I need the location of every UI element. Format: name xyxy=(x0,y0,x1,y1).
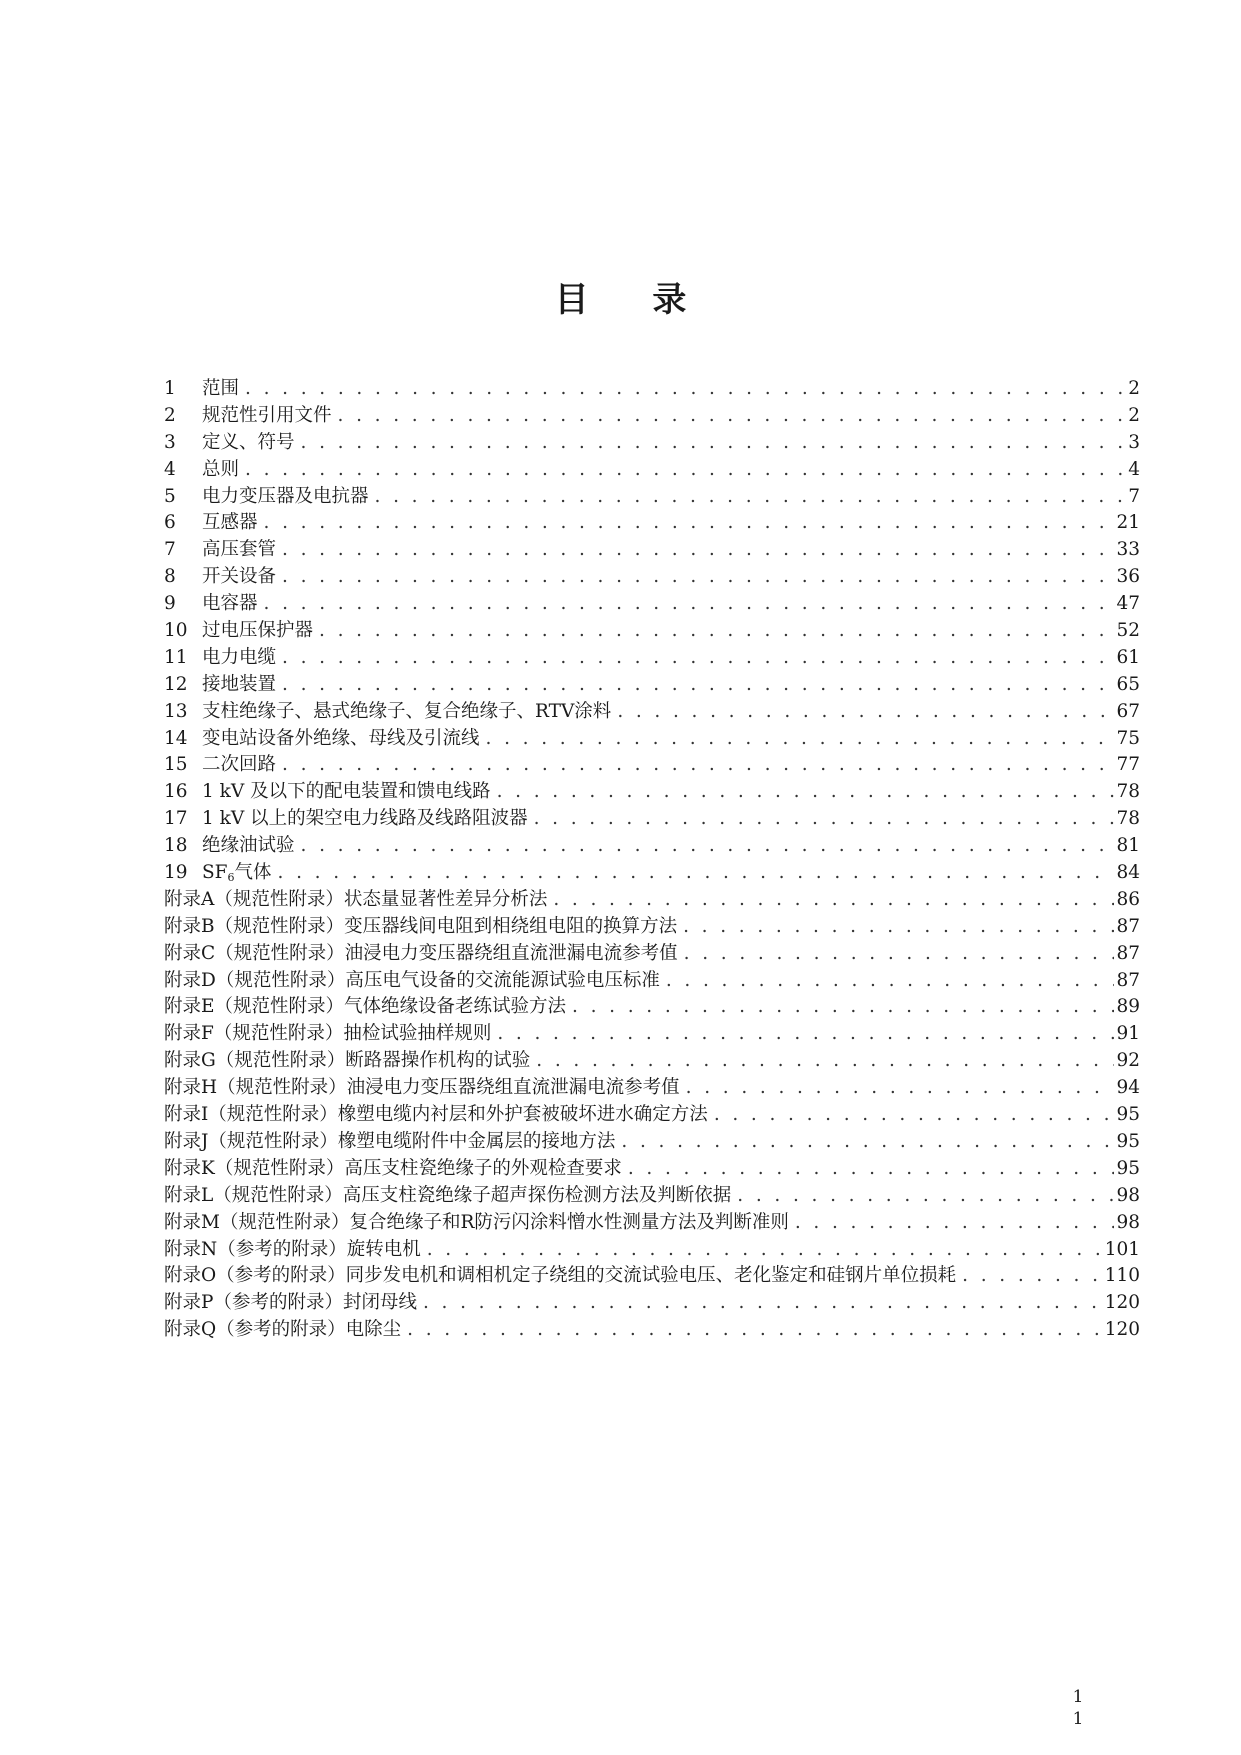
toc-entry-number: 15 xyxy=(164,754,188,776)
toc-entry-title: 范围 xyxy=(202,378,240,399)
toc-entry-title: 附录B（规范性附录）变压器线间电阻到相绕组电阻的换算方法 xyxy=(164,915,678,937)
toc-entry[interactable] xyxy=(164,484,1140,511)
toc-entry[interactable] xyxy=(164,591,1140,618)
toc-entry-page: 78 xyxy=(1116,808,1140,830)
toc-entry-page: 98 xyxy=(1116,1211,1140,1233)
toc-entry[interactable] xyxy=(164,430,1140,457)
toc-entry-title: 电力电缆 xyxy=(202,646,277,668)
toc-entry-title: 二次回路 xyxy=(202,754,277,776)
toc-entry-title: 附录Q（参考的附录）电除尘 xyxy=(164,1319,402,1341)
toc-dot-leader xyxy=(628,1156,1115,1183)
toc-entry-title: 附录P（参考的附录）封闭母线 xyxy=(164,1292,417,1314)
toc-entry-page: 2 xyxy=(1128,404,1140,426)
toc-entry-number: 13 xyxy=(164,700,188,722)
toc-entry-number: 9 xyxy=(164,593,176,615)
toc-entry[interactable] xyxy=(164,941,1140,968)
toc-dot-leader xyxy=(301,833,1115,860)
toc-entry-title: 附录I（规范性附录）橡塑电缆内衬层和外护套被破坏进水确定方法 xyxy=(164,1104,708,1126)
toc-entry-page: 91 xyxy=(1116,1023,1140,1045)
toc-entry-page: 84 xyxy=(1116,862,1140,884)
toc-entry[interactable] xyxy=(164,806,1140,833)
toc-dot-leader xyxy=(301,430,1127,457)
toc-entry-page: 95 xyxy=(1116,1157,1140,1179)
toc-entry-title: 规范性引用文件 xyxy=(202,404,332,426)
toc-entry-page: 92 xyxy=(1116,1050,1140,1072)
page-number-line-1: 1 xyxy=(1072,1687,1084,1707)
toc-dot-leader xyxy=(264,510,1115,537)
toc-entry[interactable] xyxy=(164,752,1140,779)
toc-entry-number: 8 xyxy=(164,566,176,588)
toc-entry-title: 附录L（规范性附录）高压支柱瓷绝缘子超声探伤检测方法及判断依据 xyxy=(164,1184,732,1206)
toc-entry-number: 19 xyxy=(164,862,188,884)
toc-entry[interactable] xyxy=(164,1102,1140,1129)
toc-entry[interactable] xyxy=(164,1237,1140,1264)
toc-entry-page: 101 xyxy=(1104,1238,1140,1260)
toc-dot-leader xyxy=(282,537,1114,564)
toc-dot-leader xyxy=(319,618,1114,645)
toc-entry[interactable] xyxy=(164,860,1140,887)
toc-entry[interactable] xyxy=(164,1048,1140,1075)
toc-dot-leader xyxy=(282,752,1114,779)
toc-entry-page: 4 xyxy=(1128,458,1140,480)
toc-entry[interactable] xyxy=(164,1129,1140,1156)
toc-entry-title: 总则 xyxy=(202,458,240,480)
toc-entry-title: 变电站设备外绝缘、母线及引流线 xyxy=(202,727,480,749)
toc-entry-page: 87 xyxy=(1116,942,1140,964)
toc-dot-leader xyxy=(423,1290,1103,1317)
toc-dot-leader xyxy=(407,1317,1103,1344)
toc-entry[interactable] xyxy=(164,726,1140,753)
toc-dot-leader xyxy=(338,403,1127,430)
toc-dot-leader xyxy=(536,1048,1114,1075)
toc-entry[interactable] xyxy=(164,994,1140,1021)
toc-entry-number: 14 xyxy=(164,727,188,749)
toc-entry-title: 附录G（规范性附录）断路器操作机构的试验 xyxy=(164,1050,531,1072)
toc-entry-page: 95 xyxy=(1116,1104,1140,1126)
table-of-contents xyxy=(164,376,1140,1344)
toc-entry-page: 110 xyxy=(1104,1265,1140,1287)
toc-entry-title: 附录J（规范性附录）橡塑电缆附件中金属层的接地方法 xyxy=(164,1130,616,1152)
toc-entry-page: 65 xyxy=(1116,673,1140,695)
toc-dot-leader xyxy=(278,860,1115,887)
toc-entry-page: 95 xyxy=(1116,1130,1140,1152)
toc-entry-page: 81 xyxy=(1116,835,1140,857)
toc-entry-title: 附录M（规范性附录）复合绝缘子和R防污闪涂料憎水性测量方法及判断准则 xyxy=(164,1211,789,1233)
toc-entry-page: 52 xyxy=(1116,620,1140,642)
toc-entry[interactable] xyxy=(164,1156,1140,1183)
toc-entry-page: 61 xyxy=(1116,646,1140,668)
toc-entry-title: 定义、符号 xyxy=(202,431,295,453)
toc-entry-title: 过电压保护器 xyxy=(202,620,314,642)
toc-entry[interactable] xyxy=(164,833,1140,860)
toc-entry[interactable] xyxy=(164,1075,1140,1102)
toc-entry-title: 接地装置 xyxy=(202,673,277,695)
toc-dot-leader xyxy=(497,779,1115,806)
toc-entry-title: 电力变压器及电抗器 xyxy=(202,485,369,507)
toc-entry-title-prefix: SF xyxy=(202,862,228,884)
toc-entry-title: 电容器 xyxy=(202,593,258,615)
toc-entry[interactable] xyxy=(164,645,1140,672)
toc-entry-page: 89 xyxy=(1116,996,1140,1018)
toc-entry-page: 77 xyxy=(1116,754,1140,776)
toc-dot-leader xyxy=(282,645,1114,672)
toc-entry-page: 67 xyxy=(1116,700,1140,722)
toc-entry-page: 120 xyxy=(1104,1292,1140,1314)
toc-entry[interactable] xyxy=(164,1210,1140,1237)
toc-entry-title: 附录N（参考的附录）旋转电机 xyxy=(164,1238,421,1260)
toc-entry-page: 3 xyxy=(1128,431,1140,453)
toc-dot-leader xyxy=(666,968,1115,995)
toc-entry-page: 75 xyxy=(1116,727,1140,749)
toc-dot-leader xyxy=(282,564,1114,591)
toc-entry-number: 16 xyxy=(164,781,188,803)
toc-entry[interactable] xyxy=(164,968,1140,995)
toc-entry[interactable] xyxy=(164,887,1140,914)
toc-entry-title-subscript: 6 xyxy=(227,871,235,885)
toc-entry-page: 47 xyxy=(1116,593,1140,615)
toc-dot-leader xyxy=(264,591,1115,618)
toc-entry-number: 5 xyxy=(164,485,176,507)
toc-entry-title: 附录O（参考的附录）同步发电机和调相机定子绕组的交流试验电压、老化鉴定和硅钢片单位损耗 xyxy=(164,1265,957,1287)
toc-entry-number: 10 xyxy=(164,620,188,642)
toc-dot-leader xyxy=(617,699,1114,726)
toc-dot-leader xyxy=(737,1183,1114,1210)
toc-dot-leader xyxy=(375,484,1127,511)
page-number-line-2: 1 xyxy=(1072,1709,1084,1729)
toc-entry[interactable] xyxy=(164,537,1140,564)
toc-entry-title: 附录E（规范性附录）气体绝缘设备老练试验方法 xyxy=(164,996,567,1018)
toc-entry-title: 附录C（规范性附录）油浸电力变压器绕组直流泄漏电流参考值 xyxy=(164,942,678,964)
toc-dot-leader xyxy=(683,914,1114,941)
toc-entry-number: 3 xyxy=(164,431,176,453)
toc-entry-page: 86 xyxy=(1116,888,1140,910)
toc-entry-number: 1 xyxy=(164,378,176,399)
toc-entry-number: 12 xyxy=(164,673,188,695)
toc-entry[interactable] xyxy=(164,403,1140,430)
toc-entry[interactable] xyxy=(164,672,1140,699)
toc-entry-number: 18 xyxy=(164,835,188,857)
toc-entry[interactable] xyxy=(164,699,1140,726)
toc-entry[interactable] xyxy=(164,914,1140,941)
toc-entry-title: 互感器 xyxy=(202,512,258,534)
toc-dot-leader xyxy=(962,1263,1103,1290)
toc-entry-page: 7 xyxy=(1128,485,1140,507)
toc-entry[interactable] xyxy=(164,1183,1140,1210)
toc-entry[interactable] xyxy=(164,1290,1140,1317)
toc-dot-leader xyxy=(497,1021,1114,1048)
toc-entry-title: 开关设备 xyxy=(202,566,277,588)
toc-title: 目 录 xyxy=(554,280,713,320)
toc-entry-page: 87 xyxy=(1116,969,1140,991)
toc-entry-title: 绝缘油试验 xyxy=(202,835,295,857)
toc-entry[interactable] xyxy=(164,1317,1140,1344)
toc-dot-leader xyxy=(553,887,1114,914)
toc-entry-page: 2 xyxy=(1128,378,1140,399)
page-number xyxy=(1068,1686,1088,1730)
toc-entry[interactable] xyxy=(164,510,1140,537)
toc-entry-page: 21 xyxy=(1116,512,1140,534)
toc-entry-title: 附录K（规范性附录）高压支柱瓷绝缘子的外观检查要求 xyxy=(164,1157,622,1179)
toc-entry-page: 98 xyxy=(1116,1184,1140,1206)
toc-entry-title-suffix: 气体 xyxy=(234,862,272,884)
toc-dot-leader xyxy=(245,376,1126,403)
toc-entry[interactable] xyxy=(164,779,1140,806)
toc-entry-page: 87 xyxy=(1116,915,1140,937)
toc-entry-title: 支柱绝缘子、悬式绝缘子、复合绝缘子、RTV涂料 xyxy=(202,700,612,722)
toc-dot-leader xyxy=(572,994,1114,1021)
toc-dot-leader xyxy=(686,1075,1115,1102)
toc-entry[interactable] xyxy=(164,564,1140,591)
toc-entry-page: 120 xyxy=(1104,1319,1140,1341)
toc-entry-page: 78 xyxy=(1116,781,1140,803)
toc-dot-leader xyxy=(714,1102,1115,1129)
toc-dot-leader xyxy=(534,806,1115,833)
toc-entry[interactable] xyxy=(164,618,1140,645)
toc-dot-leader xyxy=(621,1129,1114,1156)
toc-dot-leader xyxy=(486,726,1115,753)
toc-entry-page: 36 xyxy=(1116,566,1140,588)
toc-entry-page: 33 xyxy=(1116,539,1140,561)
toc-entry-number: 4 xyxy=(164,458,176,480)
toc-entry-title: 附录A（规范性附录）状态量显著性差异分析法 xyxy=(164,888,548,910)
toc-entry-number: 11 xyxy=(164,646,188,668)
toc-entry[interactable] xyxy=(164,457,1140,484)
toc-dot-leader xyxy=(684,941,1115,968)
toc-entry[interactable] xyxy=(164,1021,1140,1048)
toc-entry-number: 17 xyxy=(164,808,188,830)
toc-entry-title xyxy=(202,860,278,887)
toc-entry-title: 1 kV 以上的架空电力线路及线路阻波器 xyxy=(202,808,528,830)
toc-entry-number: 7 xyxy=(164,539,176,561)
toc-entry-title: 高压套管 xyxy=(202,539,277,561)
toc-entry-number: 6 xyxy=(164,512,176,534)
toc-entry-page: 94 xyxy=(1116,1077,1140,1099)
toc-entry-title: 附录H（规范性附录）油浸电力变压器绕组直流泄漏电流参考值 xyxy=(164,1077,680,1099)
toc-dot-leader xyxy=(245,457,1126,484)
toc-entry-number: 2 xyxy=(164,404,176,426)
toc-entry[interactable] xyxy=(164,376,1140,403)
toc-dot-leader xyxy=(427,1237,1103,1264)
toc-entry-title: 1 kV 及以下的配电装置和馈电线路 xyxy=(202,781,491,803)
toc-dot-leader xyxy=(282,672,1114,699)
toc-entry-title: 附录D（规范性附录）高压电气设备的交流能源试验电压标准 xyxy=(164,969,660,991)
toc-entry-title: 附录F（规范性附录）抽检试验抽样规则 xyxy=(164,1023,492,1045)
toc-entry[interactable] xyxy=(164,1263,1140,1290)
toc-dot-leader xyxy=(795,1210,1115,1237)
